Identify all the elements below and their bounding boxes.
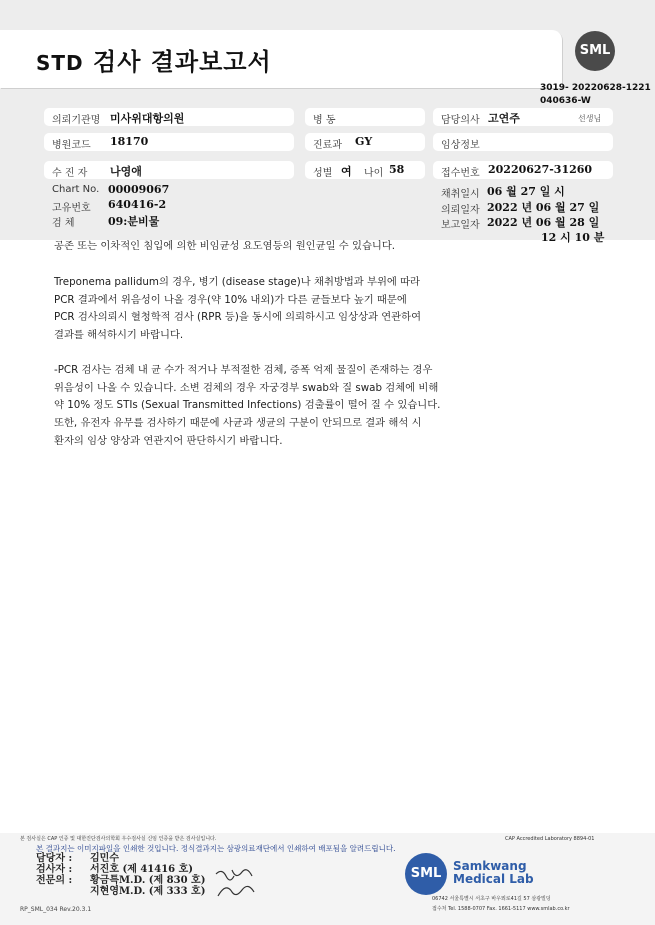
staff-names (90, 853, 205, 897)
unique-label: 고유번호 (52, 203, 91, 214)
examinee-value: 나영애 (110, 165, 142, 178)
chart-value: 00009067 (108, 183, 170, 196)
signature-image (212, 866, 262, 902)
staff-name: 김민수 (90, 853, 119, 864)
staff-label: 전문의 : (36, 875, 73, 886)
report-number-line1: 3019- 20220628-1221 (540, 83, 651, 93)
lab-name (453, 860, 534, 886)
dept-value: GY (355, 135, 373, 148)
unique-value: 640416-2 (108, 198, 167, 211)
report-number (540, 82, 651, 108)
lab-logo: SML (405, 853, 447, 895)
staff-labels (36, 853, 72, 886)
staff-label: 담당자 : (36, 853, 73, 864)
age-label: 나이 (364, 168, 384, 179)
note-line: 환자의 임상 양상과 연관지어 판단하시기 바랍니다. (54, 434, 283, 447)
staff-name: 황금특M.D. (제 830 호) (90, 875, 206, 886)
note-line: -PCR 검사는 검체 내 균 수가 적거나 부적절한 검체, 증폭 억제 물질이 존재하는 경우 (54, 364, 433, 376)
sex-label: 성별 (313, 168, 333, 179)
note-paragraph-3 (54, 362, 440, 451)
footer-notice: 본 결과지는 이미지파일을 인쇄한 것입니다. 정식결과지는 삼광의료재단에서 인쇄하여 배포됨을 알려드립니다. (36, 844, 396, 853)
report-date-label: 보고일자 (441, 220, 480, 231)
ward-label: 병 동 (313, 115, 336, 126)
note-paragraph-2 (54, 274, 421, 345)
lab-name-line1: Samkwang (453, 859, 527, 873)
clinical-label: 임상정보 (441, 140, 480, 151)
specimen-value: 09:분비물 (108, 215, 160, 228)
note-paragraph-1 (54, 238, 395, 256)
hospcode-label: 병원코드 (52, 140, 91, 151)
note-line: 또한, 유전자 유무를 검사하기 때문에 사균과 생균의 구분이 안되므로 결과 해석 시 (54, 417, 422, 430)
request-value: 2022 년 06 월 27 일 (487, 201, 600, 214)
chart-label: Chart No. (52, 184, 100, 195)
note-line: 결과를 해석하시기 바랍니다. (54, 329, 184, 342)
specimen-label: 검 체 (52, 218, 75, 229)
note-line: PCR 검사의뢰시 혈청학적 검사 (RPR 등)을 동시에 의뢰하시고 임상상과 연관하여 (54, 311, 422, 324)
staff-name: 지현영M.D. (제 333 호) (90, 886, 206, 897)
request-label: 의뢰일자 (441, 205, 480, 216)
hospital-label: 의뢰기관명 (52, 115, 101, 126)
note-line: 위음성이 나올 수 있습니다. 소변 검체의 경우 자궁경부 swab와 질 swab 검체에 비해 (54, 381, 439, 394)
sml-logo: SML (575, 31, 615, 71)
report-date-value: 2022 년 06 월 28 일 (487, 216, 600, 229)
note-line: 공존 또는 이차적인 침입에 의한 비임균성 요도염등의 원인균일 수 있습니다. (54, 240, 396, 252)
title-main: 검사 결과보고서 (93, 48, 272, 76)
footer-cap-number: CAP Accredited Laboratory 8894-01 (505, 836, 595, 842)
report-time-value: 12 시 10 분 (541, 231, 605, 244)
lab-address: 06742 서울특별시 서초구 바우뫼로41길 57 삼광빌딩 (432, 896, 551, 902)
examinee-label: 수 진 자 (52, 168, 88, 179)
note-line: Treponema pallidum의 경우, 병기 (disease stage)나 채취방법과 부위에 따라 (54, 276, 421, 288)
lab-name-line2: Medical Lab (453, 872, 534, 886)
age-value: 58 (389, 163, 405, 176)
note-line: PCR 결과에서 위음성이 나올 경우(약 10% 내외)가 다른 균들보다 높기 때문에 (54, 293, 407, 306)
dept-label: 진료과 (313, 140, 342, 151)
doctor-value: 고연주 (488, 112, 520, 125)
footer-accreditation: 본 검사실은 CAP 인증 및 대한진단검사의학회 우수검사실 신임 인증을 받은 검사실입니다. (20, 836, 217, 842)
report-number-line2: 040636-W (540, 96, 591, 106)
hospcode-value: 18170 (110, 135, 149, 148)
doctor-label: 담당의사 (441, 115, 480, 126)
staff-name: 서진호 (제 41416 호) (90, 864, 193, 875)
hospital-value: 미사위대항의원 (110, 112, 185, 125)
collect-label: 채취일시 (441, 189, 480, 200)
receipt-value: 20220627-31260 (488, 163, 593, 176)
page-title (36, 42, 272, 77)
title-prefix: STD (36, 51, 84, 75)
doctor-suffix: 선생님 (578, 114, 602, 123)
sex-value: 여 (341, 165, 352, 178)
staff-label: 검사자 : (36, 864, 73, 875)
receipt-label: 접수번호 (441, 168, 480, 179)
note-line: 약 10% 정도 STIs (Sexual Transmitted Infections) 검출률이 떨어 질 수 있습니다. (54, 399, 441, 412)
lab-contact: 접수처 Tel. 1588-0707 Fax. 1661-5117 www.smlab.co.kr (432, 906, 570, 912)
collect-value: 06 월 27 일 시 (487, 185, 565, 198)
form-code: RP_SML_034 Rev.20.3.1 (20, 906, 92, 913)
